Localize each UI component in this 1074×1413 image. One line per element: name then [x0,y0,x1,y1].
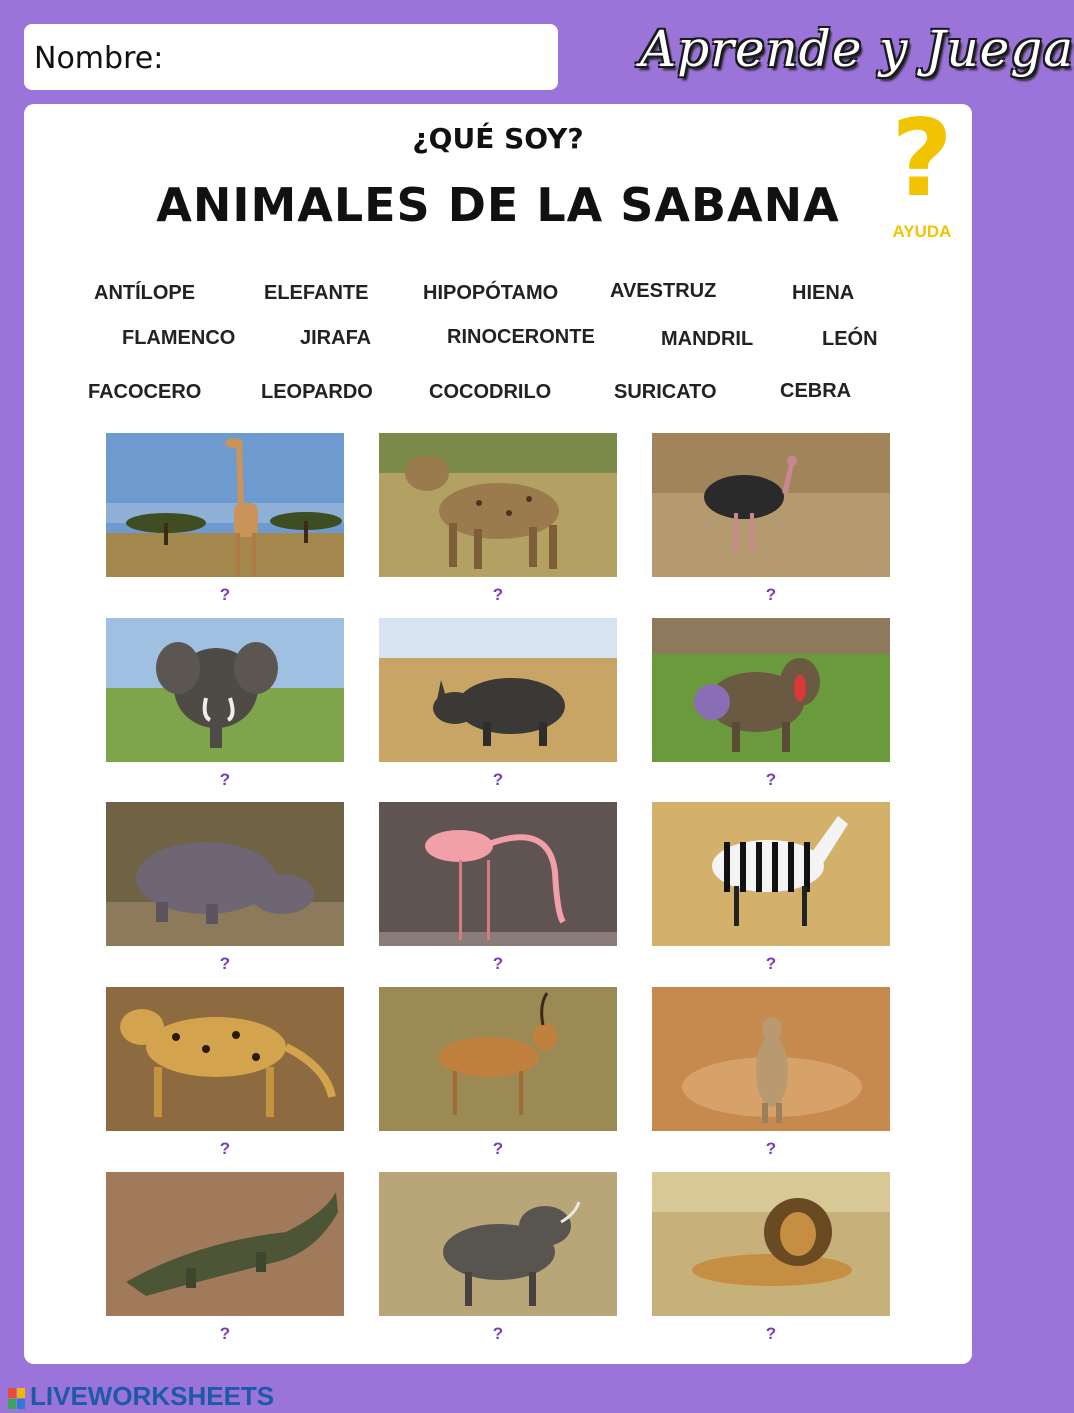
photo-card [379,987,617,1158]
photo-card [379,433,617,604]
leopard-photo [106,987,344,1131]
photo-card [106,433,344,604]
hippopotamus-photo [106,802,344,946]
zebra-photo [652,802,890,946]
mandrill-photo [652,618,890,762]
answer-slot[interactable]: ? [765,1139,777,1158]
help-button[interactable] [882,97,962,244]
answer-slot[interactable]: ? [219,1324,231,1343]
word-bank-item: RINOCERONTE [447,326,595,348]
worksheet-title: ANIMALES DE LA SABANA [156,178,840,232]
footer-brand-text: LIVEWORKSHEETS [30,1381,275,1411]
name-box [24,24,558,90]
flamingo-photo [379,802,617,946]
photo-card [106,1172,344,1343]
answer-slot[interactable]: ? [219,585,231,604]
word-bank-item: HIPOPÓTAMO [423,282,559,304]
answer-slot[interactable]: ? [765,770,777,789]
word-bank-item: SURICATO [614,381,717,403]
logo: Aprende y Juega [640,20,1074,78]
answer-slot[interactable]: ? [492,770,504,789]
warthog-photo [379,1172,617,1316]
photo-card [379,1172,617,1343]
word-bank-item: LEÓN [822,328,878,350]
word-bank-item: FLAMENCO [122,327,236,349]
answer-slot[interactable]: ? [219,770,231,789]
meerkat-photo [652,987,890,1131]
answer-slot[interactable]: ? [765,585,777,604]
ostrich-photo [652,433,890,577]
worksheet-subtitle: ¿QUÉ SOY? [412,122,584,155]
word-bank-item: LEOPARDO [261,381,373,403]
word-bank-item: FACOCERO [88,381,202,403]
question-mark-icon: ? [891,97,953,220]
photo-card [652,1172,890,1343]
lion-photo [652,1172,890,1316]
word-bank-item: HIENA [792,282,855,304]
photo-card [106,987,344,1158]
answer-slot[interactable]: ? [765,1324,777,1343]
photo-card [106,618,344,789]
word-bank-item: CEBRA [780,380,852,402]
help-label: AYUDA [892,222,952,241]
word-bank-item: ANTÍLOPE [94,282,196,304]
answer-slot[interactable]: ? [492,1324,504,1343]
answer-slot[interactable]: ? [492,1139,504,1158]
answer-slot[interactable]: ? [219,954,231,973]
name-input[interactable] [164,34,548,80]
giraffe-photo [106,433,344,577]
word-bank-item: AVESTRUZ [610,280,717,302]
rhinoceros-photo [379,618,617,762]
answer-slot[interactable]: ? [492,585,504,604]
word-bank-item: COCODRILO [429,381,552,403]
antelope-photo [379,987,617,1131]
name-label: Nombre: [34,41,164,76]
crocodile-photo [106,1172,344,1316]
photo-card [106,802,344,973]
photo-card [652,987,890,1158]
word-bank-item: ELEFANTE [264,282,369,304]
answer-slot[interactable]: ? [219,1139,231,1158]
photo-card [379,618,617,789]
footer-brand[interactable] [8,1381,274,1411]
photo-card [652,618,890,789]
answer-slot[interactable]: ? [765,954,777,973]
answer-slot[interactable]: ? [492,954,504,973]
word-bank-item: MANDRIL [661,328,754,350]
elephant-photo [106,618,344,762]
worksheet-panel [24,97,972,1364]
photo-card [652,802,890,973]
word-bank-item: JIRAFA [300,327,372,349]
hyena-photo [379,433,617,577]
photo-card [652,433,890,604]
liveworksheets-logo-icon [8,1387,26,1409]
photo-card [379,802,617,973]
